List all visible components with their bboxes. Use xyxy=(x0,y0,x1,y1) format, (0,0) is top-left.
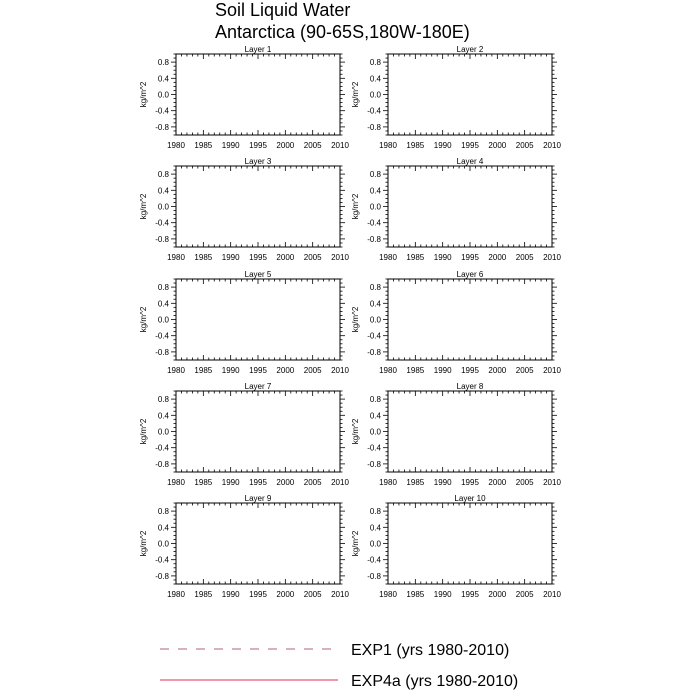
y-tick-label: 0.0 xyxy=(369,90,381,100)
y-tick-label: 0.4 xyxy=(369,523,381,533)
y-tick-label: 0.4 xyxy=(369,186,381,196)
plot-frame xyxy=(388,54,552,135)
x-tick-label: 2010 xyxy=(543,366,561,375)
y-axis-label: kg/m^2 xyxy=(351,81,360,108)
x-tick-label: 1985 xyxy=(194,253,213,262)
x-tick-label: 2000 xyxy=(488,141,507,150)
y-tick-label: -0.8 xyxy=(367,571,381,581)
x-tick-label: 2005 xyxy=(515,366,534,375)
x-tick-label: 1980 xyxy=(379,141,397,150)
y-tick-label: 0.0 xyxy=(369,427,381,437)
panel-title: Layer 8 xyxy=(456,382,484,391)
x-tick-label: 1985 xyxy=(406,478,425,487)
x-tick-label: 1985 xyxy=(194,366,213,375)
panel-layer-10 xyxy=(351,494,561,599)
x-tick-label: 2000 xyxy=(276,253,295,262)
y-tick-label: 0.0 xyxy=(157,539,169,549)
y-tick-label: -0.4 xyxy=(367,555,381,565)
x-tick-label: 2005 xyxy=(303,478,322,487)
x-tick-label: 2005 xyxy=(303,590,322,599)
x-tick-label: 1990 xyxy=(221,366,240,375)
legend-item-1 xyxy=(160,673,518,690)
x-tick-label: 2010 xyxy=(331,141,349,150)
x-tick-label: 1990 xyxy=(221,141,240,150)
x-tick-label: 1990 xyxy=(433,590,452,599)
x-tick-label: 2000 xyxy=(488,478,507,487)
y-axis-label: kg/m^2 xyxy=(351,193,360,220)
x-tick-label: 2005 xyxy=(515,141,534,150)
x-tick-label: 1985 xyxy=(406,590,425,599)
x-tick-label: 2010 xyxy=(331,253,349,262)
x-tick-label: 1980 xyxy=(167,590,185,599)
y-tick-label: 0.8 xyxy=(369,58,381,68)
y-tick-label: 0.8 xyxy=(157,395,169,405)
plot-frame xyxy=(388,279,552,360)
plot-frame xyxy=(176,391,340,472)
x-tick-label: 1990 xyxy=(433,366,452,375)
y-tick-label: -0.8 xyxy=(367,122,381,132)
x-tick-label: 1980 xyxy=(379,366,397,375)
plot-frame xyxy=(388,503,552,584)
x-tick-label: 2005 xyxy=(303,253,322,262)
panel-title: Layer 6 xyxy=(456,270,484,279)
x-tick-label: 1995 xyxy=(249,590,267,599)
x-tick-label: 1985 xyxy=(406,366,425,375)
panels-grid xyxy=(139,45,561,599)
x-tick-label: 2005 xyxy=(515,590,534,599)
panel-layer-9 xyxy=(139,494,349,599)
panel-title: Layer 3 xyxy=(244,157,272,166)
y-tick-label: 0.8 xyxy=(369,170,381,180)
y-tick-label: 0.0 xyxy=(369,315,381,325)
x-tick-label: 1995 xyxy=(461,253,479,262)
x-tick-label: 2005 xyxy=(303,366,322,375)
y-tick-label: 0.8 xyxy=(157,170,169,180)
x-tick-label: 2000 xyxy=(276,590,295,599)
x-tick-label: 2010 xyxy=(543,253,561,262)
y-tick-label: 0.0 xyxy=(157,90,169,100)
y-tick-label: 0.4 xyxy=(157,186,169,196)
y-tick-label: -0.8 xyxy=(367,459,381,469)
x-tick-label: 1980 xyxy=(167,141,185,150)
x-tick-label: 2000 xyxy=(276,366,295,375)
panel-layer-4 xyxy=(351,157,561,262)
legend-label: EXP4a (yrs 1980-2010) xyxy=(351,673,519,690)
panel-layer-3 xyxy=(139,157,349,262)
panel-title: Layer 5 xyxy=(244,270,272,279)
x-tick-label: 1985 xyxy=(406,253,425,262)
panel-title: Layer 1 xyxy=(244,45,272,54)
y-tick-label: -0.4 xyxy=(367,331,381,341)
y-tick-label: 0.4 xyxy=(157,411,169,421)
x-tick-label: 2000 xyxy=(488,253,507,262)
y-tick-label: -0.8 xyxy=(155,122,169,132)
x-tick-label: 1980 xyxy=(167,253,185,262)
y-tick-label: 0.8 xyxy=(157,283,169,293)
x-tick-label: 1995 xyxy=(461,590,479,599)
x-tick-label: 1995 xyxy=(461,366,479,375)
x-tick-label: 2005 xyxy=(515,253,534,262)
x-tick-label: 1995 xyxy=(249,478,267,487)
x-tick-label: 1990 xyxy=(221,590,240,599)
y-tick-label: -0.4 xyxy=(155,106,169,116)
legend xyxy=(160,642,518,690)
plot-frame xyxy=(176,166,340,247)
y-tick-label: 0.0 xyxy=(157,202,169,212)
plot-frame xyxy=(388,391,552,472)
y-tick-label: 0.4 xyxy=(369,411,381,421)
y-tick-label: 0.4 xyxy=(369,74,381,84)
x-tick-label: 2000 xyxy=(276,478,295,487)
y-tick-label: -0.8 xyxy=(367,347,381,357)
x-tick-label: 1995 xyxy=(249,253,267,262)
legend-label: EXP1 (yrs 1980-2010) xyxy=(351,642,510,659)
x-tick-label: 1990 xyxy=(433,478,452,487)
x-tick-label: 1990 xyxy=(433,253,452,262)
x-tick-label: 1980 xyxy=(167,478,185,487)
plot-frame xyxy=(176,503,340,584)
plot-frame xyxy=(388,166,552,247)
x-tick-label: 2010 xyxy=(331,478,349,487)
x-tick-label: 2005 xyxy=(515,478,534,487)
x-tick-label: 2010 xyxy=(543,590,561,599)
y-tick-label: -0.4 xyxy=(367,218,381,228)
x-tick-label: 1985 xyxy=(194,590,213,599)
y-tick-label: 0.4 xyxy=(157,74,169,84)
x-tick-label: 1995 xyxy=(249,366,267,375)
y-tick-label: -0.8 xyxy=(155,234,169,244)
x-tick-label: 1980 xyxy=(379,590,397,599)
panel-layer-1 xyxy=(139,45,349,150)
x-tick-label: 2005 xyxy=(303,141,322,150)
y-axis-label: kg/m^2 xyxy=(139,530,148,557)
y-axis-label: kg/m^2 xyxy=(351,306,360,333)
y-tick-label: 0.8 xyxy=(157,507,169,517)
y-tick-label: 0.4 xyxy=(157,299,169,309)
y-axis-label: kg/m^2 xyxy=(139,81,148,108)
x-tick-label: 1990 xyxy=(221,478,240,487)
x-tick-label: 1980 xyxy=(167,366,185,375)
y-tick-label: -0.8 xyxy=(155,347,169,357)
figure-title-line-1: Soil Liquid Water xyxy=(215,0,351,20)
panel-title: Layer 10 xyxy=(454,494,486,503)
y-axis-label: kg/m^2 xyxy=(139,418,148,445)
x-tick-label: 2000 xyxy=(488,590,507,599)
panel-layer-8 xyxy=(351,382,561,487)
y-tick-label: 0.8 xyxy=(369,395,381,405)
x-tick-label: 1990 xyxy=(433,141,452,150)
panel-title: Layer 9 xyxy=(244,494,272,503)
y-tick-label: 0.8 xyxy=(157,58,169,68)
x-tick-label: 2010 xyxy=(543,141,561,150)
x-tick-label: 2010 xyxy=(331,366,349,375)
x-tick-label: 1985 xyxy=(194,141,213,150)
panel-layer-5 xyxy=(139,270,349,375)
y-tick-label: 0.4 xyxy=(369,299,381,309)
y-tick-label: -0.8 xyxy=(367,234,381,244)
panel-title: Layer 2 xyxy=(456,45,484,54)
plot-frame xyxy=(176,54,340,135)
plot-frame xyxy=(176,279,340,360)
x-tick-label: 2010 xyxy=(331,590,349,599)
y-tick-label: 0.0 xyxy=(369,202,381,212)
y-tick-label: 0.8 xyxy=(369,283,381,293)
y-tick-label: -0.4 xyxy=(155,218,169,228)
y-tick-label: 0.8 xyxy=(369,507,381,517)
x-tick-label: 1995 xyxy=(249,141,267,150)
y-tick-label: -0.4 xyxy=(155,555,169,565)
y-tick-label: -0.4 xyxy=(367,443,381,453)
x-tick-label: 1985 xyxy=(194,478,213,487)
y-axis-label: kg/m^2 xyxy=(139,193,148,220)
y-axis-label: kg/m^2 xyxy=(139,306,148,333)
x-tick-label: 2010 xyxy=(543,478,561,487)
y-tick-label: -0.4 xyxy=(155,443,169,453)
y-tick-label: 0.4 xyxy=(157,523,169,533)
figure-title-line-2: Antarctica (90-65S,180W-180E) xyxy=(215,22,470,42)
y-axis-label: kg/m^2 xyxy=(351,530,360,557)
panel-title: Layer 7 xyxy=(244,382,272,391)
legend-item-0 xyxy=(160,642,509,659)
y-tick-label: -0.4 xyxy=(155,331,169,341)
x-tick-label: 1990 xyxy=(221,253,240,262)
x-tick-label: 2000 xyxy=(276,141,295,150)
x-tick-label: 1985 xyxy=(406,141,425,150)
panel-title: Layer 4 xyxy=(456,157,484,166)
y-axis-label: kg/m^2 xyxy=(351,418,360,445)
x-tick-label: 2000 xyxy=(488,366,507,375)
y-tick-label: 0.0 xyxy=(157,427,169,437)
x-tick-label: 1980 xyxy=(379,478,397,487)
panel-layer-6 xyxy=(351,270,561,375)
y-tick-label: -0.8 xyxy=(155,459,169,469)
panel-layer-7 xyxy=(139,382,349,487)
x-tick-label: 1995 xyxy=(461,141,479,150)
y-tick-label: 0.0 xyxy=(157,315,169,325)
y-tick-label: 0.0 xyxy=(369,539,381,549)
panel-layer-2 xyxy=(351,45,561,150)
x-tick-label: 1980 xyxy=(379,253,397,262)
x-tick-label: 1995 xyxy=(461,478,479,487)
y-tick-label: -0.8 xyxy=(155,571,169,581)
y-tick-label: -0.4 xyxy=(367,106,381,116)
